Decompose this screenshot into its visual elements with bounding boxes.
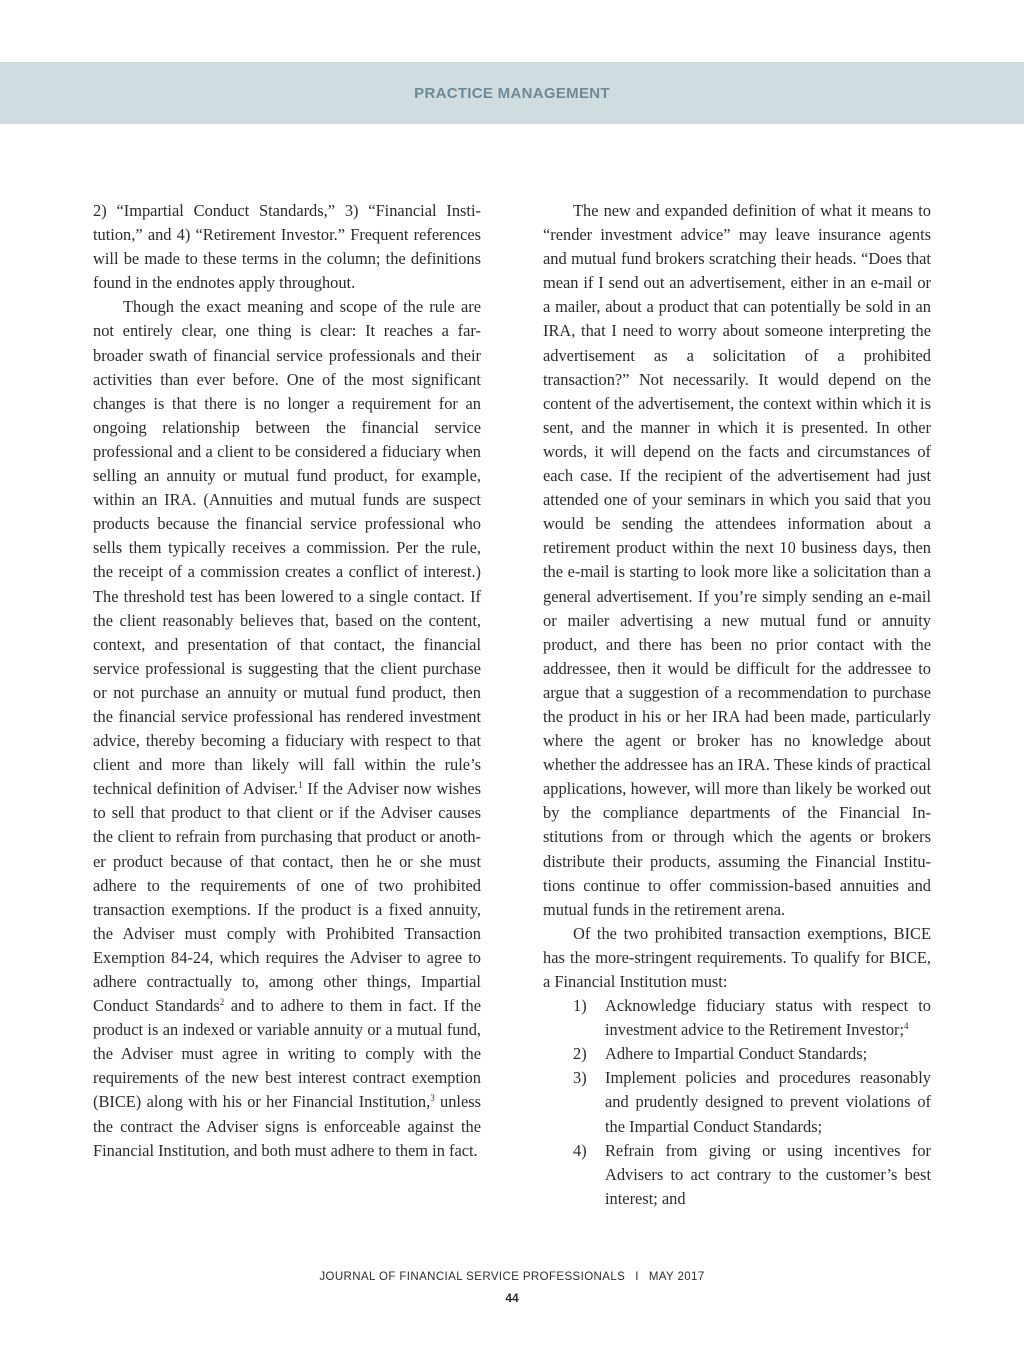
requirements-list: [543, 994, 931, 1211]
paragraph: [93, 295, 481, 1162]
journal-name: JOURNAL OF FINANCIAL SERVICE PROFESSIONALS: [319, 1271, 626, 1283]
text-run: If the Adviser now wishes to sell that product to that client or if the Adviser causes the client to refrain from purchasing that product or another product because of that contact, then he or she must adhere to the requirements of one of two prohibited transaction exemptions. If the product is a fixed annuity, the Adviser must comply with Prohibited Transaction Exemption 84-24, which requires the Adviser to agree to adhere contractually to, among other things, Impartial Conduct Standards: [93, 779, 481, 1016]
footnote-ref: 1: [297, 780, 303, 791]
list-number: 4): [573, 1140, 587, 1160]
paragraph: Of the two prohibited transaction exemptions, BICE has the more-stringent requirements. To qualify for BICE, a Financial Institution must:: [543, 923, 931, 991]
list-text: Adhere to Impartial Conduct Standards;: [605, 1044, 868, 1064]
list-text: Refrain from giving or using incentives for Advisers to act contrary to the customer’s best interest; and: [605, 1140, 931, 1208]
list-item: [543, 1139, 931, 1211]
text-run: and to adhere to them in fact. If the product is an indexed or variable annuity or a mutual fund, the Adviser must agree in writing to comply with the requirements of the new best interest contract exemption (BICE) along with his or her Financial Institution,: [93, 996, 481, 1112]
list-text: Implement policies and procedures reasonably and prudently designed to prevent violations of the Impartial Conduct Standards;: [605, 1068, 931, 1136]
footnote-ref: 3: [430, 1093, 435, 1104]
list-number: 3): [573, 1068, 587, 1088]
section-header-band: [0, 62, 1024, 124]
page-number: 44: [505, 1291, 519, 1305]
list-item: [543, 994, 931, 1042]
footer-separator: I: [635, 1271, 639, 1283]
list-text: Acknowledge fiduciary status with respect to investment advice to the Retirement Investor;: [605, 996, 931, 1040]
right-column: [543, 199, 931, 1211]
text-run: unless the contract the Adviser signs is enforceable against the Financial Institution, and both must adhere to them in fact.: [93, 1092, 481, 1160]
paragraph: 2) “Impartial Conduct Standards,” 3) “Financial Institution,” and 4) “Retirement Investor.” Frequent references will be made to these terms in the column; the definitions found in the endnotes apply throughout.: [93, 201, 481, 293]
list-item: [543, 1066, 931, 1138]
footer-journal-line: [0, 1271, 1024, 1283]
footnote-ref: 2: [219, 997, 225, 1008]
paragraph: The new and expanded definition of what it means to “render investment advice” may leave insurance agents and mutual fund brokers scratching their heads. “Does that mean if I send out an advertisement, either in an e-mail or a mailer, about a product that can potentially be sold in an IRA, that I need to worry about someone interpreting the advertisement as a solicitation of a prohibited transaction?” Not necessarily. It would depend on the content of the advertisement, the context within which it is sent, and the manner in which it is presented. In other words, it will depend on the facts and circumstances of each case. If the recipient of the advertisement had just attended one of your seminars in which you said that you would be sending the attendees information about a retirement product within the next 10 business days, then the e-mail is starting to look more like a solicitation than a general advertisement. If you’re simply sending an e-mail or mailer advertising a new mutual fund or annuity product, and there has been no prior contact with the addressee, then it would be difficult for the addressee to argue that a suggestion of a recommendation to purchase the product in his or her IRA had been made, particularly where the agent or broker has no knowledge about whether the addressee has an IRA. These kinds of practical applications, however, will more than likely be worked out by the compliance departments of the Financial Institutions from or through which the agents or brokers distribute their products, assuming the Financial Institutions continue to offer commission-based annuities and mutual funds in the retirement arena.: [543, 201, 931, 919]
list-number: 2): [573, 1044, 587, 1064]
footnote-ref: 4: [904, 1021, 909, 1032]
list-number: 1): [573, 996, 587, 1016]
issue-date: MAY 2017: [648, 1271, 705, 1283]
text-run: Though the exact meaning and scope of the rule are not entirely clear, one thing is clear: It reaches a far-broader swath of financial service professionals and their activities than ever before. One of the most significant changes is that there is no longer a requirement for an ongoing relationship between the financial service professional and a client to be considered a fiduciary when selling an annuity or mutual fund product, for example, within an IRA. (Annuities and mutual funds are suspect products because the financial service professional who sells them typically receives a commission. Per the rule, the receipt of a commission creates a conflict of interest.) The threshold test has been lowered to a single contact. If the client reasonably believes that, based on the content, context, and presentation of that contact, the financial service professional is suggesting that the client purchase or not purchase an annuity or mutual fund product, then the financial service professional has rendered investment advice, thereby becoming a fiduciary with respect to that client and more than likely will fall within the rule’s technical definition of Adviser.: [93, 297, 481, 799]
list-item: [543, 1042, 931, 1066]
left-column: [93, 199, 481, 1163]
section-title: PRACTICE MANAGEMENT: [414, 84, 610, 102]
